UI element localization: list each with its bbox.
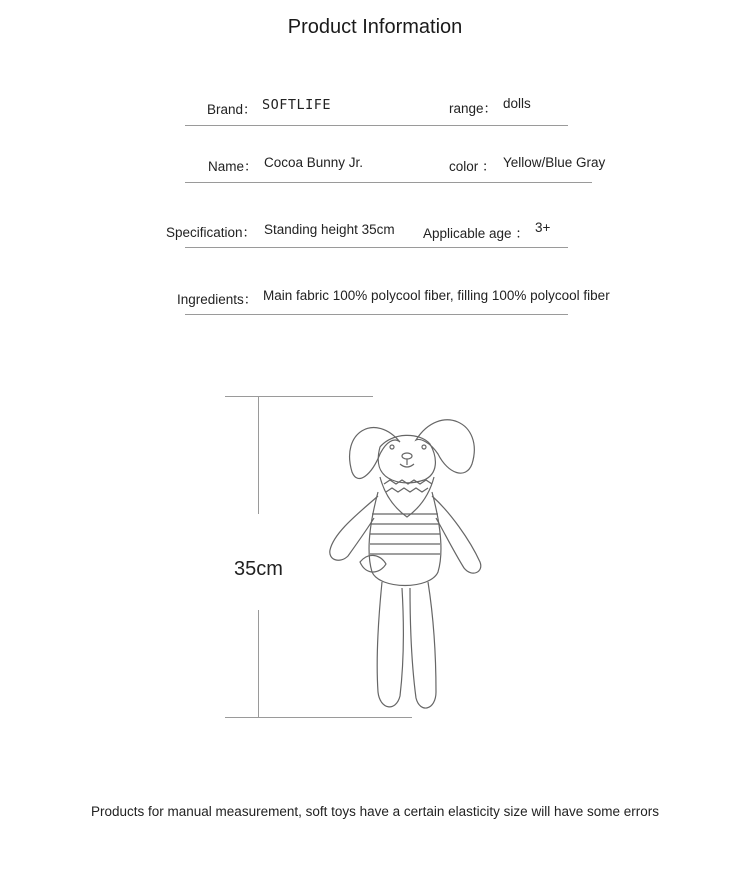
specification-label: Specification：: [166, 225, 257, 240]
ingredients-value: Main fabric 100% polycool fiber, filling 100% polycool fiber: [263, 288, 610, 303]
specification-value: Standing height 35cm: [264, 222, 395, 237]
page-title: Product Information: [287, 16, 463, 38]
row-divider-2: [185, 182, 592, 183]
row-divider-1: [185, 125, 568, 126]
row-divider-3: [185, 247, 568, 248]
measurement-disclaimer: Products for manual measurement, soft toys have a certain elasticity size will have some errors: [91, 804, 659, 819]
brand-label: Brand：: [207, 102, 257, 117]
age-label: Applicable age ：: [423, 226, 529, 241]
brand-value: SOFTLIFE: [262, 97, 332, 113]
name-label: Name：: [208, 159, 258, 174]
ingredients-label: Ingredients：: [177, 292, 258, 307]
name-value: Cocoa Bunny Jr.: [264, 155, 364, 170]
range-label: range：: [449, 101, 498, 116]
measure-vertical-lower: [258, 610, 259, 717]
age-value: 3+: [535, 220, 551, 235]
color-label: color ：: [449, 159, 496, 174]
bunny-plush-image: [320, 392, 550, 722]
height-measurement-label: 35cm: [234, 558, 283, 580]
color-value: Yellow/Blue Gray: [503, 155, 606, 170]
range-value: dolls: [503, 96, 531, 111]
row-divider-4: [185, 314, 568, 315]
measure-vertical-upper: [258, 396, 259, 514]
